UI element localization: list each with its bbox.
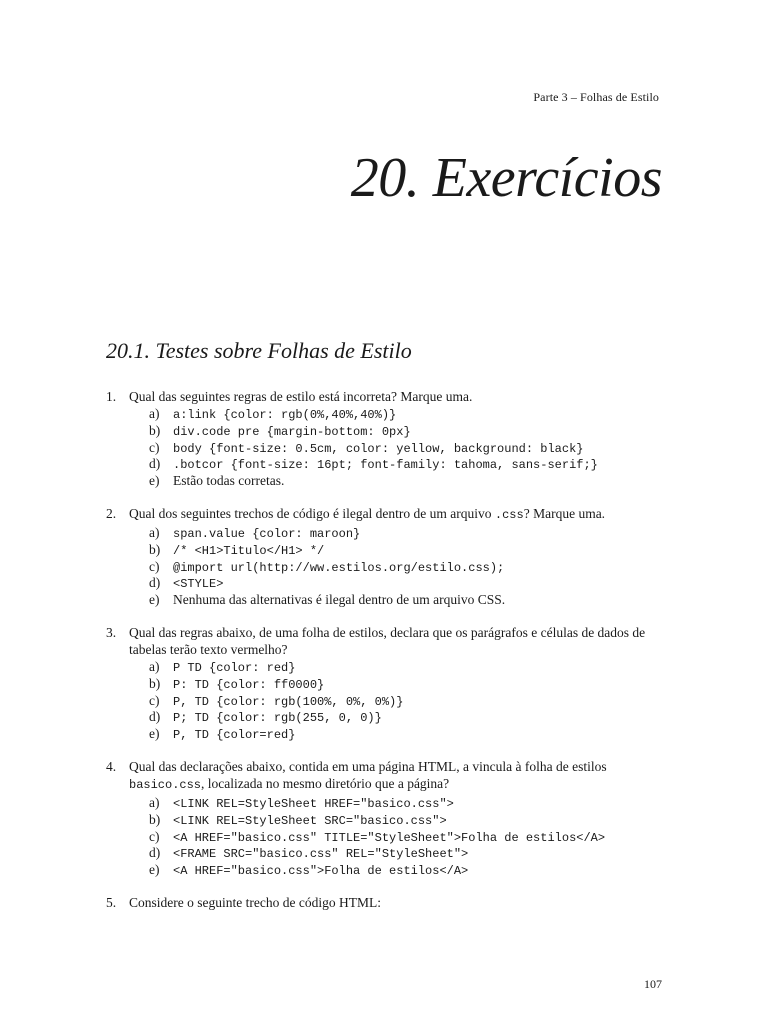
option-e bbox=[149, 591, 662, 608]
option-d bbox=[149, 708, 662, 725]
option-a bbox=[149, 658, 662, 675]
option-c bbox=[149, 439, 662, 456]
option-text: body {font-size: 0.5cm, color: yellow, background: black} bbox=[173, 441, 584, 456]
option-letter: c) bbox=[149, 692, 160, 708]
option-letter: b) bbox=[149, 675, 161, 691]
option-text: <A HREF="basico.css" TITLE="StyleSheet">Folha de estilos</A> bbox=[173, 830, 606, 845]
option-text: P; TD {color: rgb(255, 0, 0)} bbox=[173, 711, 382, 726]
option-c bbox=[149, 828, 662, 845]
option-letter: d) bbox=[149, 456, 161, 472]
option-text: <FRAME SRC="basico.css" REL="StyleSheet"> bbox=[173, 847, 469, 862]
option-d bbox=[149, 574, 662, 591]
option-text: Nenhuma das alternativas é ilegal dentro de um arquivo CSS. bbox=[173, 592, 506, 608]
inline-code: basico.css bbox=[129, 777, 202, 792]
option-list bbox=[149, 524, 662, 608]
question-number: 4. bbox=[106, 758, 117, 774]
option-text: span.value {color: maroon} bbox=[173, 526, 361, 541]
chapter-title: 20. Exercícios bbox=[350, 147, 662, 209]
option-letter: e) bbox=[149, 473, 160, 489]
option-list bbox=[149, 405, 662, 489]
option-a bbox=[149, 794, 662, 811]
option-text: P, TD {color=red} bbox=[173, 728, 296, 743]
option-letter: e) bbox=[149, 592, 160, 608]
question-text: Qual das seguintes regras de estilo está incorreta? Marque uma. bbox=[129, 389, 473, 404]
option-letter: b) bbox=[149, 422, 161, 438]
option-b bbox=[149, 811, 662, 828]
question-text bbox=[129, 505, 662, 524]
option-letter: c) bbox=[149, 439, 160, 455]
option-c bbox=[149, 558, 662, 575]
section-title: 20.1. Testes sobre Folhas de Estilo bbox=[106, 338, 412, 363]
question-3 bbox=[106, 624, 662, 742]
question-text-part: Qual das declarações abaixo, contida em uma página HTML, a vincula à folha de estilos bbox=[129, 758, 607, 774]
question-5 bbox=[106, 894, 662, 911]
option-text: <A HREF="basico.css">Folha de estilos</A> bbox=[173, 864, 469, 879]
option-text: <LINK REL=StyleSheet SRC="basico.css"> bbox=[173, 813, 447, 828]
option-a bbox=[149, 405, 662, 422]
option-letter: c) bbox=[149, 558, 160, 574]
question-4 bbox=[106, 758, 662, 878]
question-text-part: Qual dos seguintes trechos de código é ilegal dentro de um arquivo bbox=[129, 505, 495, 521]
option-letter: c) bbox=[149, 828, 160, 844]
page-number: 107 bbox=[644, 977, 662, 991]
option-letter: e) bbox=[149, 726, 160, 742]
option-a bbox=[149, 524, 662, 541]
option-text: @import url(http://ww.estilos.org/estilo.css); bbox=[173, 560, 505, 575]
option-list bbox=[149, 794, 662, 878]
question-text: Considere o seguinte trecho de código HTML: bbox=[129, 894, 381, 910]
option-letter: a) bbox=[149, 658, 160, 674]
option-text: /* <H1>Titulo</H1> */ bbox=[173, 543, 325, 558]
option-letter: d) bbox=[149, 575, 161, 591]
option-text: P: TD {color: ff0000} bbox=[173, 677, 325, 692]
question-text bbox=[129, 758, 662, 794]
inline-code: .css bbox=[494, 507, 524, 522]
option-text: <STYLE> bbox=[173, 577, 224, 592]
option-letter: a) bbox=[149, 524, 160, 540]
running-header: Parte 3 – Folhas de Estilo bbox=[533, 90, 659, 104]
question-text-part: , localizada no mesmo diretório que a página? bbox=[201, 775, 450, 791]
question-text-part: ? Marque uma. bbox=[523, 505, 606, 521]
question-number: 1. bbox=[106, 389, 117, 404]
question-number: 5. bbox=[106, 894, 117, 910]
option-letter: e) bbox=[149, 862, 160, 878]
option-b bbox=[149, 422, 662, 439]
option-list bbox=[149, 658, 662, 742]
option-c bbox=[149, 692, 662, 709]
question-number: 2. bbox=[106, 505, 117, 521]
option-e bbox=[149, 472, 662, 489]
question-number: 3. bbox=[106, 624, 117, 640]
option-b bbox=[149, 675, 662, 692]
option-text: P TD {color: red} bbox=[173, 660, 296, 675]
option-letter: a) bbox=[149, 406, 160, 421]
option-letter: b) bbox=[149, 541, 161, 557]
option-text: .botcor {font-size: 16pt; font-family: tahoma, sans-serif;} bbox=[173, 458, 598, 473]
option-e bbox=[149, 725, 662, 742]
question-1 bbox=[106, 388, 662, 489]
option-text: Estão todas corretas. bbox=[173, 473, 285, 489]
question-text: Qual das regras abaixo, de uma folha de estilos, declara que os parágrafos e células de dados de tabelas terão texto vermelho? bbox=[129, 624, 646, 657]
option-letter: a) bbox=[149, 794, 160, 810]
option-letter: d) bbox=[149, 845, 161, 861]
option-letter: d) bbox=[149, 709, 161, 725]
option-b bbox=[149, 541, 662, 558]
option-d bbox=[149, 844, 662, 861]
option-text: P, TD {color: rgb(100%, 0%, 0%)} bbox=[173, 694, 404, 709]
option-text: a:link {color: rgb(0%,40%,40%)} bbox=[173, 408, 397, 422]
option-d bbox=[149, 455, 662, 472]
question-list bbox=[106, 388, 662, 927]
option-letter: b) bbox=[149, 811, 161, 827]
question-2 bbox=[106, 505, 662, 608]
option-text: div.code pre {margin-bottom: 0px} bbox=[173, 424, 411, 439]
option-e bbox=[149, 861, 662, 878]
option-text: <LINK REL=StyleSheet HREF="basico.css"> bbox=[173, 796, 454, 811]
